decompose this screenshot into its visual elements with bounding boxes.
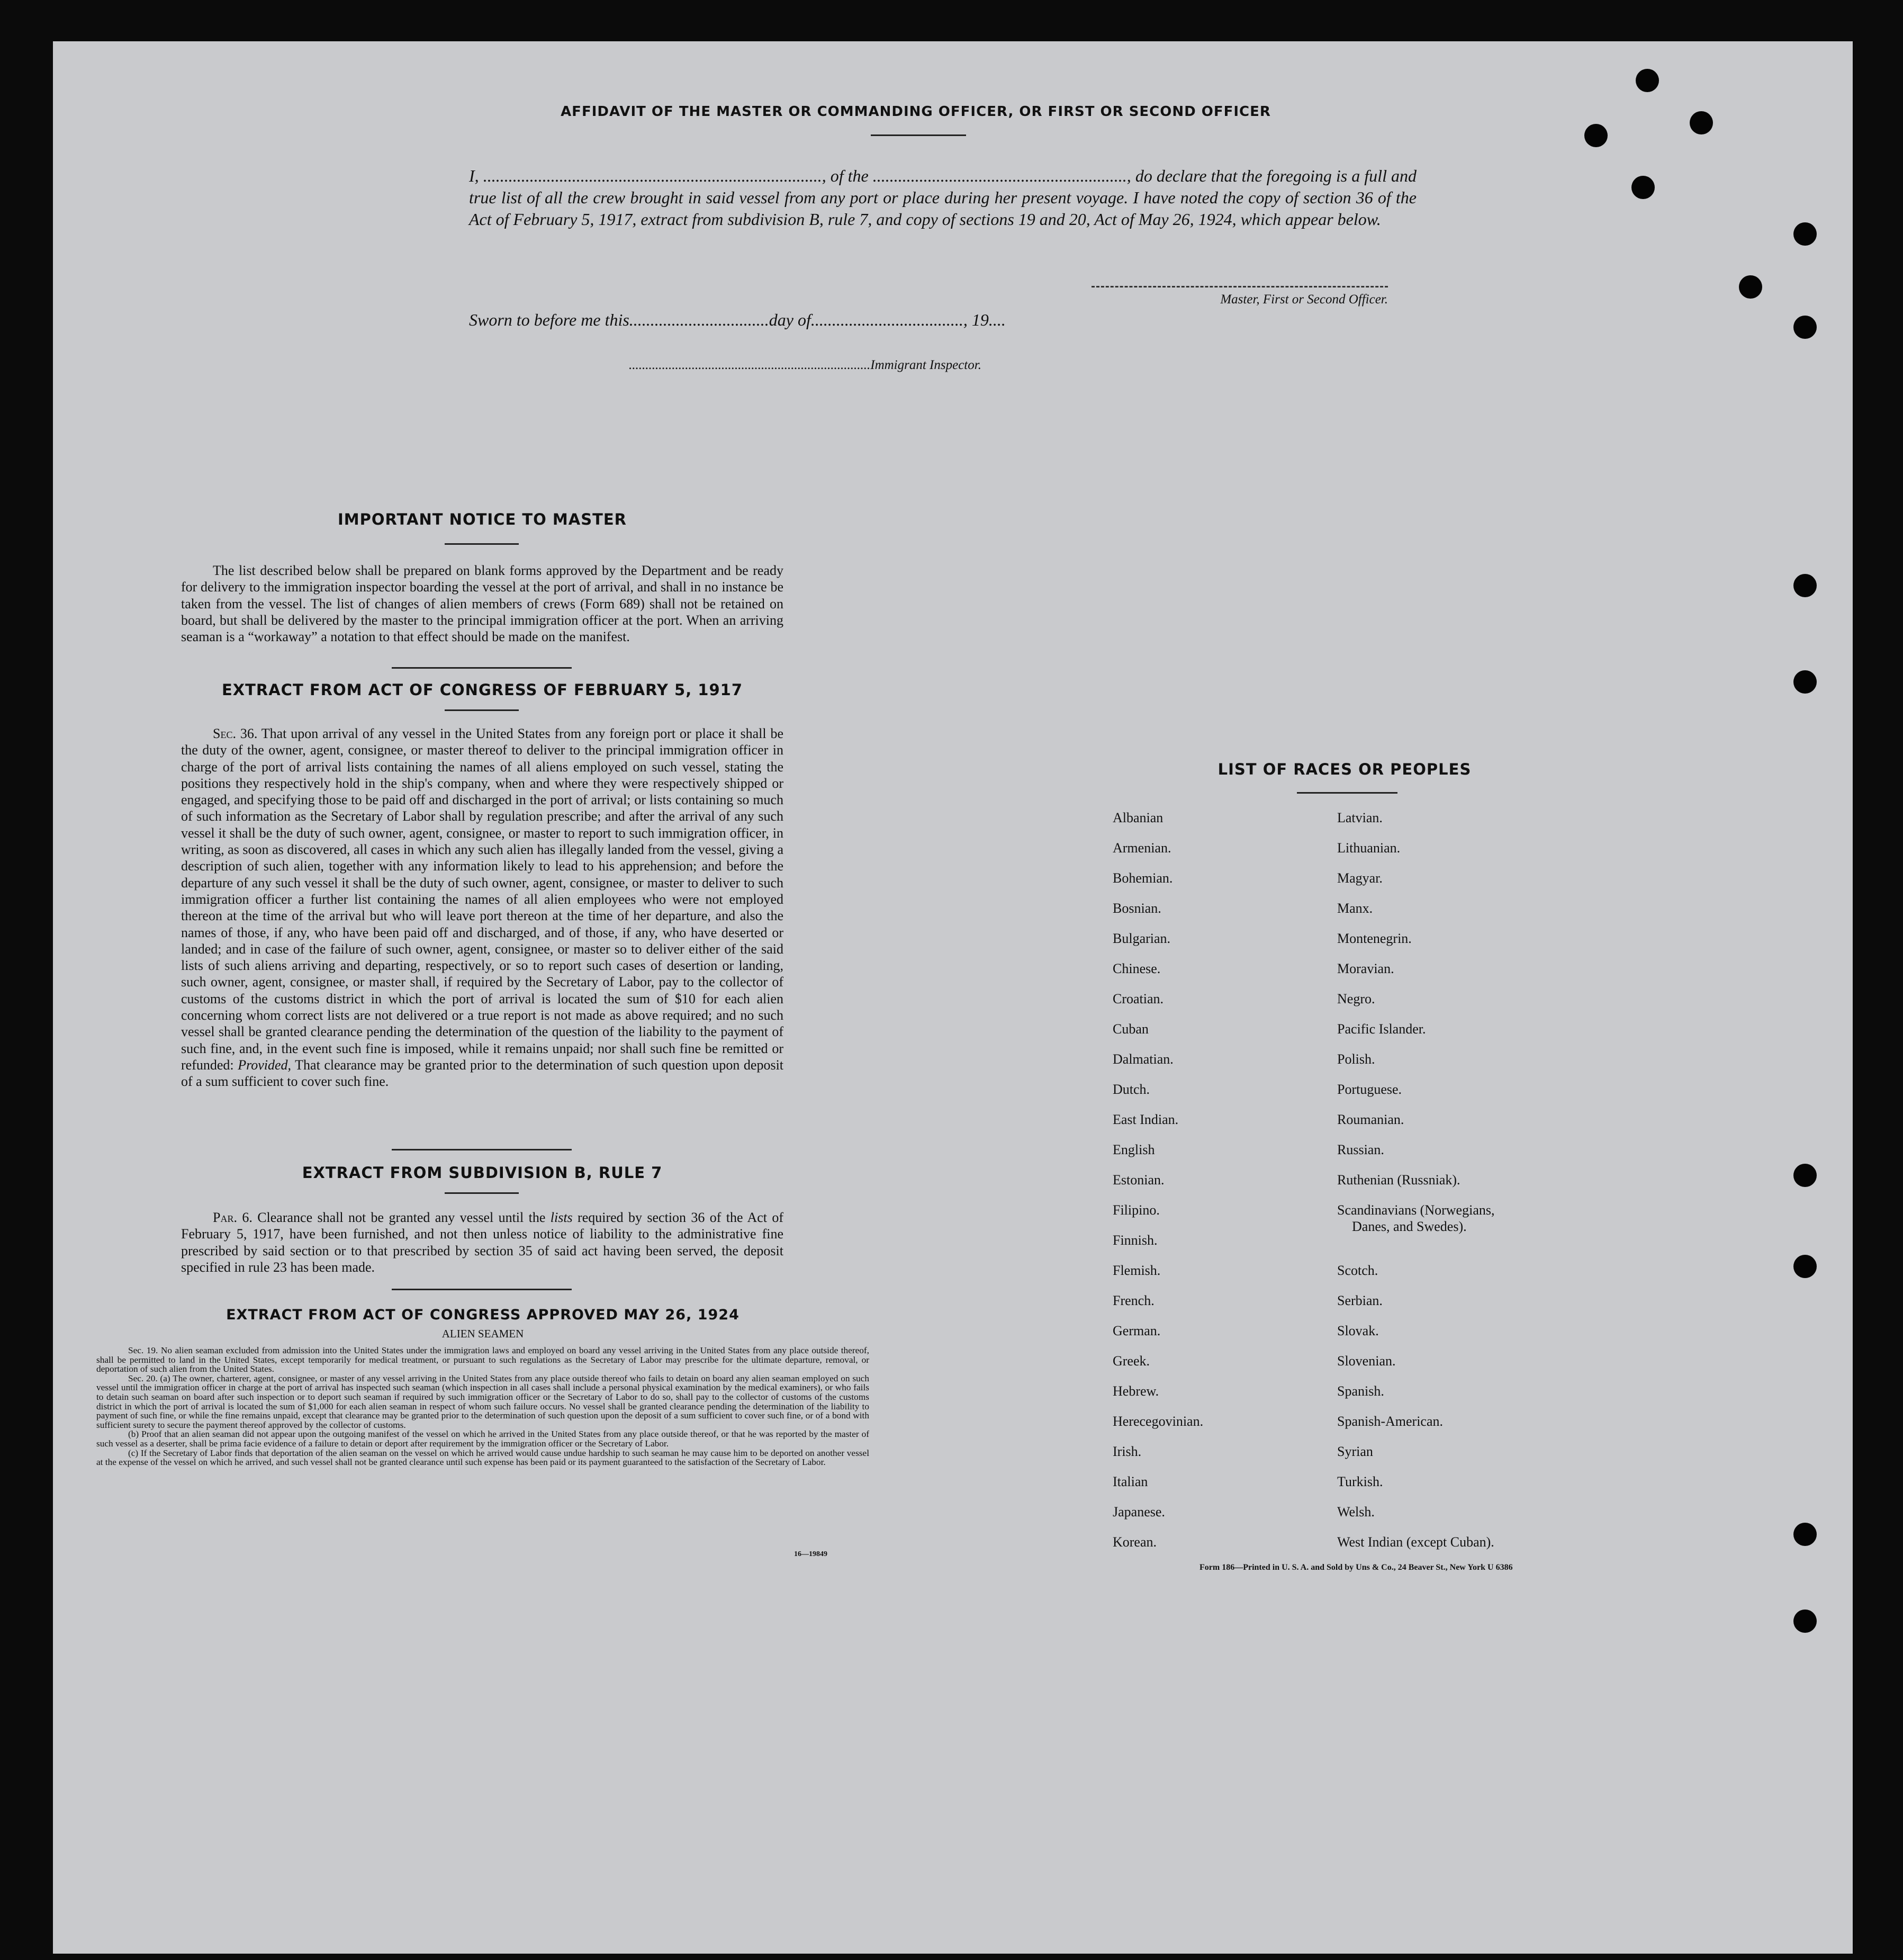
affidavit-declaration — [469, 165, 1417, 230]
race-item: Latvian. — [1337, 810, 1383, 825]
race-item: Welsh. — [1337, 1504, 1375, 1520]
race-item: East Indian. — [1113, 1112, 1179, 1127]
race-item: Lithuanian. — [1337, 840, 1401, 856]
divider — [445, 543, 519, 545]
race-item: Slovak. — [1337, 1323, 1379, 1338]
sec20c-text: (c) If the Secretary of Labor finds that deportation of the alien seaman on the vessel on which he arrived would cause undue hardship to such seaman he may cause him to be deported on another vessel at the expense of the vessel on which he arrived, and such vessel shall not be granted clearance until such expense has been paid or its payment guaranteed to the satisfaction of the Secretary of Labor. — [96, 1447, 869, 1468]
punch-hole — [1793, 574, 1817, 597]
extract-1917-body — [181, 725, 783, 1090]
race-item: Chinese. — [1113, 961, 1161, 976]
section-title: EXTRACT FROM ACT OF CONGRESS APPROVED MAY 26, 1924 — [226, 1307, 739, 1323]
race-item: Herecegovinian. — [1113, 1414, 1204, 1429]
race-item: Portuguese. — [1337, 1082, 1402, 1097]
punch-hole — [1793, 1255, 1817, 1278]
race-item: Slovenian. — [1337, 1353, 1396, 1369]
race-item: Montenegrin. — [1337, 931, 1412, 946]
section-text: That upon arrival of any vessel in the United States from any foreign port or place it shall be the duty of the owner, agent, consignee, or master thereof to deliver to the principal immigration officer in charge of the port of arrival lists containing the names of all aliens employed on such vessel, stating the positions they respectively hold in the ship's company, when and where they were respectively shipped or engaged, and specifying those to be paid off and discharged in the port of arrival; or lists containing so much of such information as the Secretary of Labor shall by regulation prescribe; and after the arrival of any such vessel it shall be the duty of such owner, agent, consignee, or master to report to such immigration officer, in writing, as soon as discovered, all cases in which any such alien has illegally landed from the vessel, giving a description of such alien, together with any information likely to lead to his apprehension; and before the departure of any such vessel it shall be the duty of such owner, agent, consignee, or master to deliver to such immigration officer a further list containing the names of all alien employees who were not employed thereon at the time of the arrival but who will leave port thereon at the time of her departure, and also the names of those, if any, who have been paid off and discharged, and of those, if any, who have deserted or landed; and in case of the failure of such owner, agent, consignee, or master so to deliver either of the said lists of such aliens arriving and departing, respectively, or so to report such cases of desertion or landing, such owner, agent, consignee, or master shall, if required by the Secretary of Labor, pay to the collector of customs of the customs district in which the port of arrival is located the sum of $10 for each alien concerning whom correct lists are not delivered or a true report is not made as above required; and no such vessel shall be granted clearance pending the determination of the question of the liability to the payment of such fine, and, in the event such fine is imposed, while it remains unpaid; nor shall such fine be remitted or refunded: — [181, 726, 783, 1073]
race-item: Moravian. — [1337, 961, 1394, 976]
race-item: Russian. — [1337, 1142, 1384, 1157]
rule7-section — [181, 1149, 783, 1275]
punch-hole — [1636, 69, 1659, 92]
race-item: Bosnian. — [1113, 901, 1161, 916]
race-item: Ruthenian (Russniak). — [1337, 1172, 1460, 1188]
race-item: English — [1113, 1142, 1155, 1157]
inspector-line: .........................................................................Immigrant Inspector. — [629, 358, 981, 372]
punch-hole — [1631, 176, 1655, 199]
act-1924-section — [96, 1289, 869, 1467]
section-title: IMPORTANT NOTICE TO MASTER — [337, 510, 627, 528]
rule7-body — [181, 1209, 783, 1275]
signature-label: Master, First or Second Officer. — [1220, 292, 1388, 307]
race-item: Syrian — [1337, 1444, 1373, 1459]
race-item: Magyar. — [1337, 870, 1383, 886]
race-item: West Indian (except Cuban). — [1337, 1534, 1494, 1550]
section-subtitle: ALIEN SEAMEN — [441, 1327, 524, 1340]
divider — [392, 1149, 572, 1150]
punch-hole — [1584, 124, 1608, 147]
race-item: Hebrew. — [1113, 1383, 1159, 1399]
race-item: Spanish-American. — [1337, 1414, 1444, 1429]
rule7-text-a: Clearance shall not be granted any vessel until the — [257, 1210, 546, 1225]
race-item: Pacific Islander. — [1337, 1021, 1426, 1037]
lists-word: lists — [550, 1210, 573, 1225]
signature-line — [1092, 286, 1388, 287]
race-item: Finnish. — [1113, 1233, 1158, 1248]
divider — [1297, 792, 1397, 794]
paragraph-number: Par. 6. — [213, 1210, 252, 1225]
race-item: Bohemian. — [1113, 870, 1173, 886]
affidavit-title: AFFIDAVIT OF THE MASTER OR COMMANDING OFFICER, OR FIRST OR SECOND OFFICER — [561, 104, 1271, 120]
punch-hole — [1793, 1523, 1817, 1546]
race-item: Spanish. — [1337, 1383, 1384, 1399]
race-item: French. — [1113, 1293, 1155, 1308]
race-item: German. — [1113, 1323, 1161, 1338]
punch-hole — [1793, 1610, 1817, 1633]
race-item: Italian — [1113, 1474, 1148, 1489]
race-item: Cuban — [1113, 1021, 1149, 1037]
notice-body: The list described below shall be prepared on blank forms approved by the Department and be ready for delivery to the immigration inspector boarding the vessel at the port of arrival, and shall in no instance be taken from the vessel. The list of changes of alien members of crews (Form 689) shall not be retained on board, but shall be delivered by the master to the principal immigration officer at the port. When an arriving seaman is a “workaway” a notation to that effect should be made on the manifest. — [181, 563, 783, 645]
divider — [392, 667, 572, 669]
race-item: Irish. — [1113, 1444, 1142, 1459]
section-title: EXTRACT FROM ACT OF CONGRESS OF FEBRUARY 5, 1917 — [221, 681, 743, 699]
race-item: Danes, and Swedes). — [1352, 1219, 1467, 1235]
race-item: Armenian. — [1113, 840, 1171, 856]
punch-hole — [1690, 111, 1713, 134]
punch-hole — [1793, 670, 1817, 694]
extract-1917-section — [181, 667, 783, 1090]
race-item: Serbian. — [1337, 1293, 1383, 1308]
race-item: Korean. — [1113, 1534, 1157, 1550]
sec20a-text: Sec. 20. (a) The owner, charterer, agent, consignee, or master of any vessel arriving in the United States from any place outside thereof who fails to detain on board any alien seaman employed on such vessel until the immigration officer in charge at the port of arrival has inspected such seaman (which inspection in all cases shall include a personal physical examination by the medical examiners), or who fails to detain such seaman on board after such inspection or to deport such seaman if required by such immigration officer or the Secretary of Labor to do so, shall pay to the collector of customs of the customs district in which the port of arrival is located the sum of $1,000 for each alien seaman in respect of whom such failure occurs. No vessel shall be granted clearance pending the determination of the liability to payment of such fine, or while the fine remains unpaid, except that clearance may be granted prior to the determination of such question upon the deposit of a sum sufficient to cover such fine, or of a bond with sufficient surety to secure the payment thereof approved by the collector of customs. — [96, 1373, 869, 1430]
race-item: Albanian — [1113, 810, 1164, 825]
race-item: Dutch. — [1113, 1082, 1150, 1097]
race-item: Roumanian. — [1337, 1112, 1404, 1127]
divider — [445, 709, 519, 711]
divider — [392, 1289, 572, 1290]
race-item: Scotch. — [1337, 1263, 1378, 1278]
rule7-text-b: required by section 36 of the Act of February 5, 1917, have been furnished, and not then unless notice of liability to the administrative fine prescribed by said section or to that prescribed by section 35 of said act having been served, the deposit specified in rule 23 has been made. — [181, 1210, 784, 1275]
section-number: Sec. 36. — [213, 726, 258, 741]
race-item: Japanese. — [1113, 1504, 1165, 1520]
race-item: Dalmatian. — [1113, 1051, 1174, 1067]
race-item: Scandinavians (Norwegians, — [1337, 1202, 1495, 1218]
punch-hole — [1793, 316, 1817, 339]
race-item: Polish. — [1337, 1051, 1375, 1067]
form-printer-note: Form 186—Printed in U. S. A. and Sold by Uns & Co., 24 Beaver St., New York U 6386 — [1199, 1563, 1513, 1572]
provided-word: Provided, — [238, 1057, 292, 1073]
sec19-text: Sec. 19. No alien seaman excluded from admission into the United States under the immigration laws and employed on board any vessel arriving in the United States from any place outside thereof, shall be permitted to land in the United States, except temporarily for medical treatment, or pursuant to such regulations as the Secretary of Labor may prescribe for the ultimate departure, removal, or deportation of such alien from the United States. — [96, 1345, 869, 1374]
punch-hole — [1793, 1164, 1817, 1187]
race-item: Bulgarian. — [1113, 931, 1171, 946]
races-title: LIST OF RACES OR PEOPLES — [1217, 760, 1472, 778]
declaration-text: I, ................................................................................, of the ............................................................, do declare that the foregoing is a full and true list of all the crew brought in said vessel from any port or place during her present voyage. I have noted the copy of section 36 of the Act of February 5, 1917, extract from subdivision B, rule 7, and copy of sections 19 and 20, Act of May 26, 1924, which appear below. — [469, 166, 1417, 229]
race-item: Filipino. — [1113, 1202, 1160, 1218]
race-item: Manx. — [1337, 901, 1373, 916]
sec20b-text: (b) Proof that an alien seaman did not appear upon the outgoing manifest of the vessel on which he arrived in the United States from any place outside thereof, or that he was reported by the master of such vessel as a deserter, shall be prima facie evidence of a failure to detain or deport after requirement by the immigration officer or the Secretary of Labor. — [96, 1429, 869, 1449]
divider — [445, 1192, 519, 1194]
punch-hole — [1793, 222, 1817, 246]
race-item: Flemish. — [1113, 1263, 1161, 1278]
divider — [871, 134, 966, 136]
section-title: EXTRACT FROM SUBDIVISION B, RULE 7 — [302, 1164, 663, 1182]
page-code: 16—19849 — [794, 1550, 827, 1558]
notice-section — [181, 510, 783, 645]
race-item: Estonian. — [1113, 1172, 1165, 1188]
race-item: Greek. — [1113, 1353, 1150, 1369]
sworn-line: Sworn to before me this.................................day of...................................., 19.... — [469, 310, 1006, 329]
punch-hole — [1739, 275, 1762, 299]
race-item: Croatian. — [1113, 991, 1164, 1006]
race-item: Negro. — [1337, 991, 1375, 1006]
race-item: Turkish. — [1337, 1474, 1383, 1489]
section-text-end: That clearance may be granted prior to the determination of such question upon deposit of a sum sufficient to cover such fine. — [181, 1057, 784, 1090]
